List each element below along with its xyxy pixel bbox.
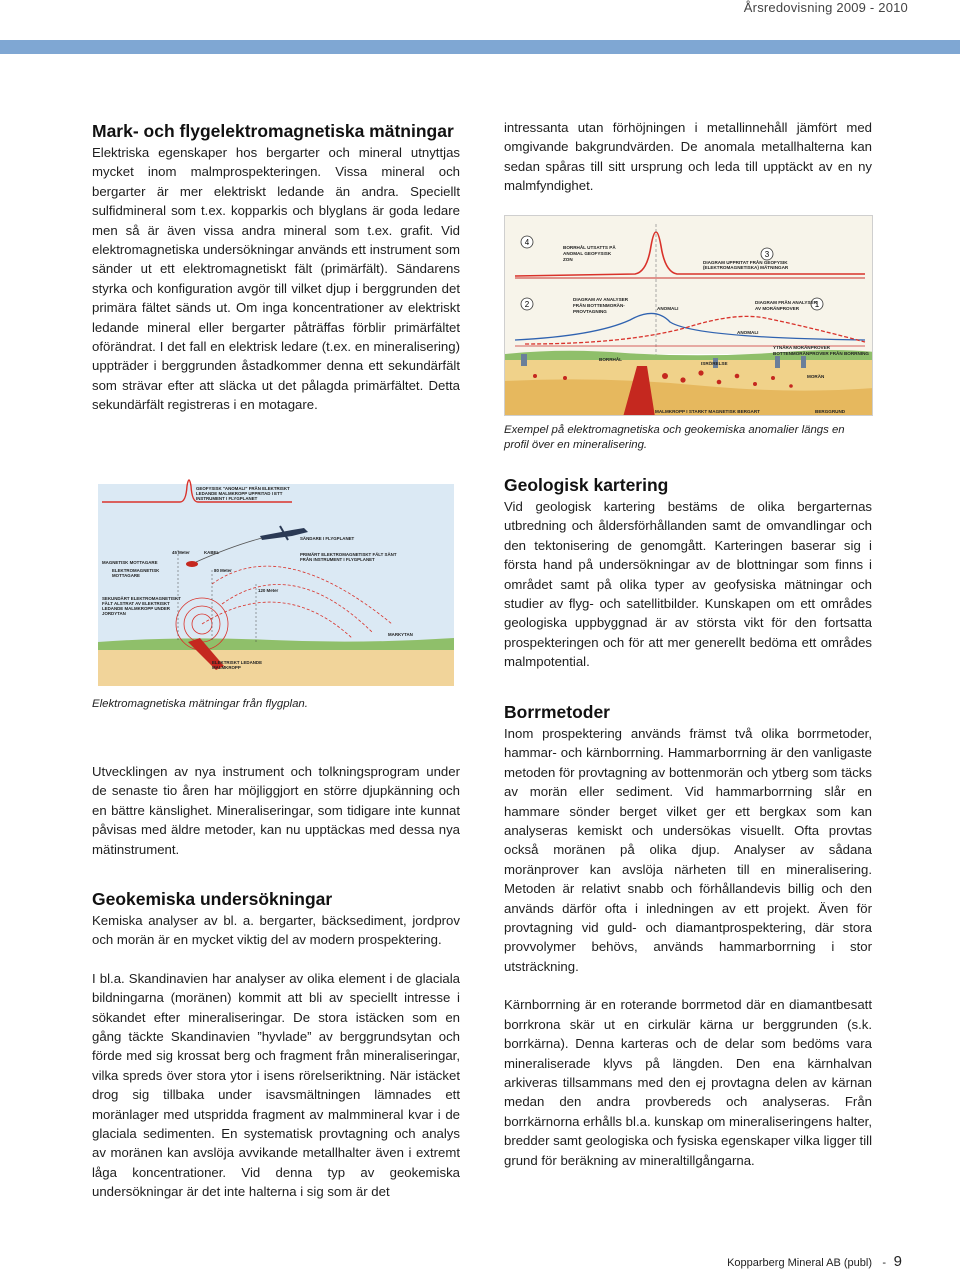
caption-airborne-em-wrap (92, 697, 460, 712)
label-3: 3 (764, 250, 770, 259)
label-moranprov-sub: AV MORÄNPROVER (755, 306, 800, 311)
section-intro-continued (504, 118, 872, 196)
figure-anomaly-profile (504, 215, 873, 416)
section-geological-mapping (504, 475, 872, 672)
page-number: 9 (893, 1253, 902, 1270)
label-malmkropp-1: ELEKTRISKT LEDANDE (212, 660, 263, 665)
label-borrhal-sub1: ANOMAL GEOFYSISK (563, 251, 612, 256)
label-80m: 80 Meter (214, 568, 232, 573)
label-moran: MORÄN (807, 374, 825, 379)
heading-geological-mapping: Geologisk kartering (504, 475, 669, 495)
label-borrhal: BORRHÅL (599, 357, 622, 362)
label-120m: 120 Meter (258, 588, 279, 593)
label-malmkropp-2: MALMKROPP (212, 665, 241, 670)
paragraph-geochemistry-2: I bl.a. Skandinavien har analyser av olika element i de glaciala bildningarna (moränen) kommit att bli av speciellt intresse i sökandet efter mineraliseringar. De stora istäcken som en gång täckte Skandinavien ”hyvlade” av berggrundsytan och förde med sig krossat berg och fragment från mineraliseringar, vilka spreds över stora ytor i isens rörelseriktning. När istäcket drog sig tillbaka under isavsmältningen lämnades ett moränlager med utspridda fragment av malmmineral kvar i de glaciala sedimenten. En systematisk provtagning och analys av moränen kan avslöja avvikande metallhalter även i extremt låga koncentrationer. Vid denna typ av geokemiska undersökningar är det inte halterna i sig som är det (92, 970, 460, 1200)
label-borrhal-title: BORRHÅL UTSATTS PÅ (563, 245, 616, 250)
label-primart-1: PRIMÄRT ELEKTROMAGNETISKT FÄLT SÄNT (300, 552, 397, 557)
label-sandare: SÄNDARE I FLYGPLANET (300, 536, 355, 541)
label-sekundart-4: JORDYTAN (102, 611, 126, 616)
label-2: 2 (524, 300, 530, 309)
caption-airborne-em: Elektromagnetiska mätningar från flygplan. (92, 698, 308, 710)
label-bottenmoranprover: BOTTENMORÄNPROVER FRÅN BORRNING (773, 351, 869, 356)
paragraph-drilling-1: Inom prospektering används främst två olika borrmetoder, hammar- och kärnborrning. Hammarborrning är den vanligaste metoden för provtagning av bottenmorän och ytberg som täcks av morän eller sediment. Vid hammarborrning slår en hammare sönder berget vilket ger ett bergkax som kan analyseras kemiskt och undersökas visuellt. Ofta provtas också moränen på olika djup. Analyser av sådana moränprover kan avslöja närheten till en mineralisering. Metoden är relativt snabb och förhållandevis billig och den används därför ofta i inledningen av ett projekt. Även för provtagning vid guld- och diamantprospektering, där stora provvolymer behövs, används hammarborrning i stor utsträckning. (504, 726, 872, 974)
paragraph-drilling-2: Kärnborrning är en roterande borrmetod där en diamantbesatt borrkrona skär ut en cirkulär kärna ur berggrunden (s.k. borrkärna). Denna karteras och de delar som bedöms vara mineraliserade klyvs på längden. Den ena kärnhalvan arkiveras tillsammans med den ej provtagna delen av kärnan medan den andra provbereds och analyseras. Från borrkärnorna erhålls bl.a. kunskap om mineraliseringens halter, bredder samt geologiska och fysiska egenskaper vilka ligger till grund för beräkning av mineraltillgångarna. (504, 997, 872, 1168)
paragraph-development: Utvecklingen av nya instrument och tolkningsprogram under de senaste tio åren har möjliggjort en större djupkänning och en bättre känslighet. Mineraliseringar, som tidigare inte kunnat påvisas med äldre metoder, kan nu upptäckas med dessa nya mätinstrument. (92, 764, 460, 857)
paragraph-geological-mapping: Vid geologisk kartering bestäms de olika bergarternas utbredning och åldersförhållanden samt de omvandlingar och den tektonisering de genomgått. Karteringen baserar sig i första hand på undersökningar av de blottningar som finns i området samt på olika typer av geofysiska mätningar och studier av flyg- och satellitbilder. Kunskapen om ett områdes geologiska uppbyggnad är av största vikt för den fortsatta prospekteringen och för att mer generellt bedöma ett områdes malmpotential. (504, 499, 872, 670)
paragraph-intro-continued: intressanta utan förhöjningen i metallinnehåll jämfört med omgivande bakgrundvärden. De anomala metallhalterna kan sedan spåras till sitt ursprung och leda till upptäckt av en ny malmfyndighet. (504, 120, 872, 194)
label-45m: 45 Meter (172, 550, 190, 555)
label-geofysik-sub2: INSTRUMENT I FLYGPLANET (196, 496, 258, 501)
figure-airborne-em (92, 474, 461, 686)
label-moranprov-diagram: DIAGRAM FRÅN ANALYSER (755, 300, 817, 305)
label-sekundart-3: LEDANDE MALMKROPP UNDER (102, 606, 170, 611)
label-borrhal-sub2: ZON (563, 257, 573, 262)
section-drilling (504, 702, 872, 1170)
label-geofysik-diagram-sub: (ELEKTROMAGNETISKA) MÄTNINGAR (703, 265, 789, 270)
header-band (0, 40, 960, 54)
label-mottagare: MAGNETISK MOTTAGARE (102, 560, 158, 565)
label-em-mottagare-1: ELEKTROMAGNETISK (112, 568, 160, 573)
section-development (92, 762, 460, 859)
label-geofysik-sub1: LEDANDE MALMKROPP UPPRITAD I ETT (196, 491, 283, 496)
label-bottenmoran-diagram: DIAGRAM AV ANALYSER (573, 297, 629, 302)
label-bottenmoran-sub1: FRÅN BOTTENMORÄN- (573, 303, 625, 308)
label-kabel: KABEL (204, 550, 220, 555)
label-1: 1 (814, 300, 820, 309)
paragraph-em-measurements: Elektriska egenskaper hos bergarter och mineral utnyttjas mycket inom malmprospekteringen. Vissa mineral och bergarter är mer elektriskt ledande än andra. Speciellt sulfidmineral som t.ex. kopparkis och blyglans är goda ledare men så är även vissa andra mineral som t.ex. grafit. Vid elektromagnetiska undersökningar används ett instrument som sänder ut ett elektromagnetiskt fält (primärfält). Sändarens styrka och konfiguration avgör till vilket djup i berggrunden det primära fältet sänds ut. Om inga koncentrationer av elektriskt ledande mineral eller bergarter påträffas förblir primärfältet oförändrat. I det fall en elektrisk ledare (t.ex. en mineralisering) uppträder i berggrunden åstadkommer denna ett sekundärfält som strävar efter att släcka ut det pålagda primärfältet. Detta sekundärfält registreras i en motagare. (92, 145, 460, 413)
label-anomali-left: ANOMALI (657, 306, 679, 311)
label-isrorelse: ISRÖRELSE (701, 361, 728, 366)
footer-company: Kopparberg Mineral AB (publ) (727, 1257, 872, 1269)
label-sekundart-2: FÄLT ALSTRAT AV ELEKTRISKT (102, 601, 170, 606)
heading-geochemistry: Geokemiska undersökningar (92, 889, 333, 909)
paragraph-geochemistry-1: Kemiska analyser av bl. a. bergarter, bäcksediment, jordprov och morän är en mycket viktig del av modern prospektering. (92, 913, 460, 948)
label-4: 4 (524, 238, 530, 247)
label-anomali-right: ANOMALI (737, 330, 759, 335)
heading-em-measurements: Mark- och flygelektromagnetiska mätningar (92, 121, 454, 141)
section-geochemistry (92, 889, 460, 1202)
label-sekundart-1: SEKUNDÄRT ELEKTROMAGNETISKT (102, 596, 181, 601)
caption-anomaly-profile: Exempel på elektromagnetiska och geokemiska anomalier längs en profil över en mineralisering. (504, 424, 845, 451)
label-primart-2: FRÅN INSTRUMENT I FLYGPLANET (300, 557, 375, 562)
label-malmkropp: MALMKROPP I STARKT MAGNETISK BERGART (655, 409, 760, 414)
label-markytan: MARKYTAN (388, 632, 413, 637)
label-ytnara: YTNÄRA MORÄNPROVER (773, 345, 830, 350)
footer-dash: - (882, 1257, 886, 1269)
report-title: Årsredovisning 2009 - 2010 (743, 0, 908, 15)
caption-anomaly-profile-wrap (504, 423, 872, 453)
label-berggrund: BERGGRUND (815, 409, 846, 414)
heading-drilling: Borrmetoder (504, 702, 610, 722)
label-geofysik-diagram: DIAGRAM UPPRITAT FRÅN GEOFYSIK (703, 260, 788, 265)
label-em-mottagare-2: MOTTAGARE (112, 573, 140, 578)
label-bottenmoran-sub2: PROVTAGNING (573, 309, 607, 314)
section-em-measurements (92, 121, 460, 415)
label-geofysik-title: GEOFYSISK "ANOMALI" FRÅN ELEKTRISKT (196, 486, 290, 491)
